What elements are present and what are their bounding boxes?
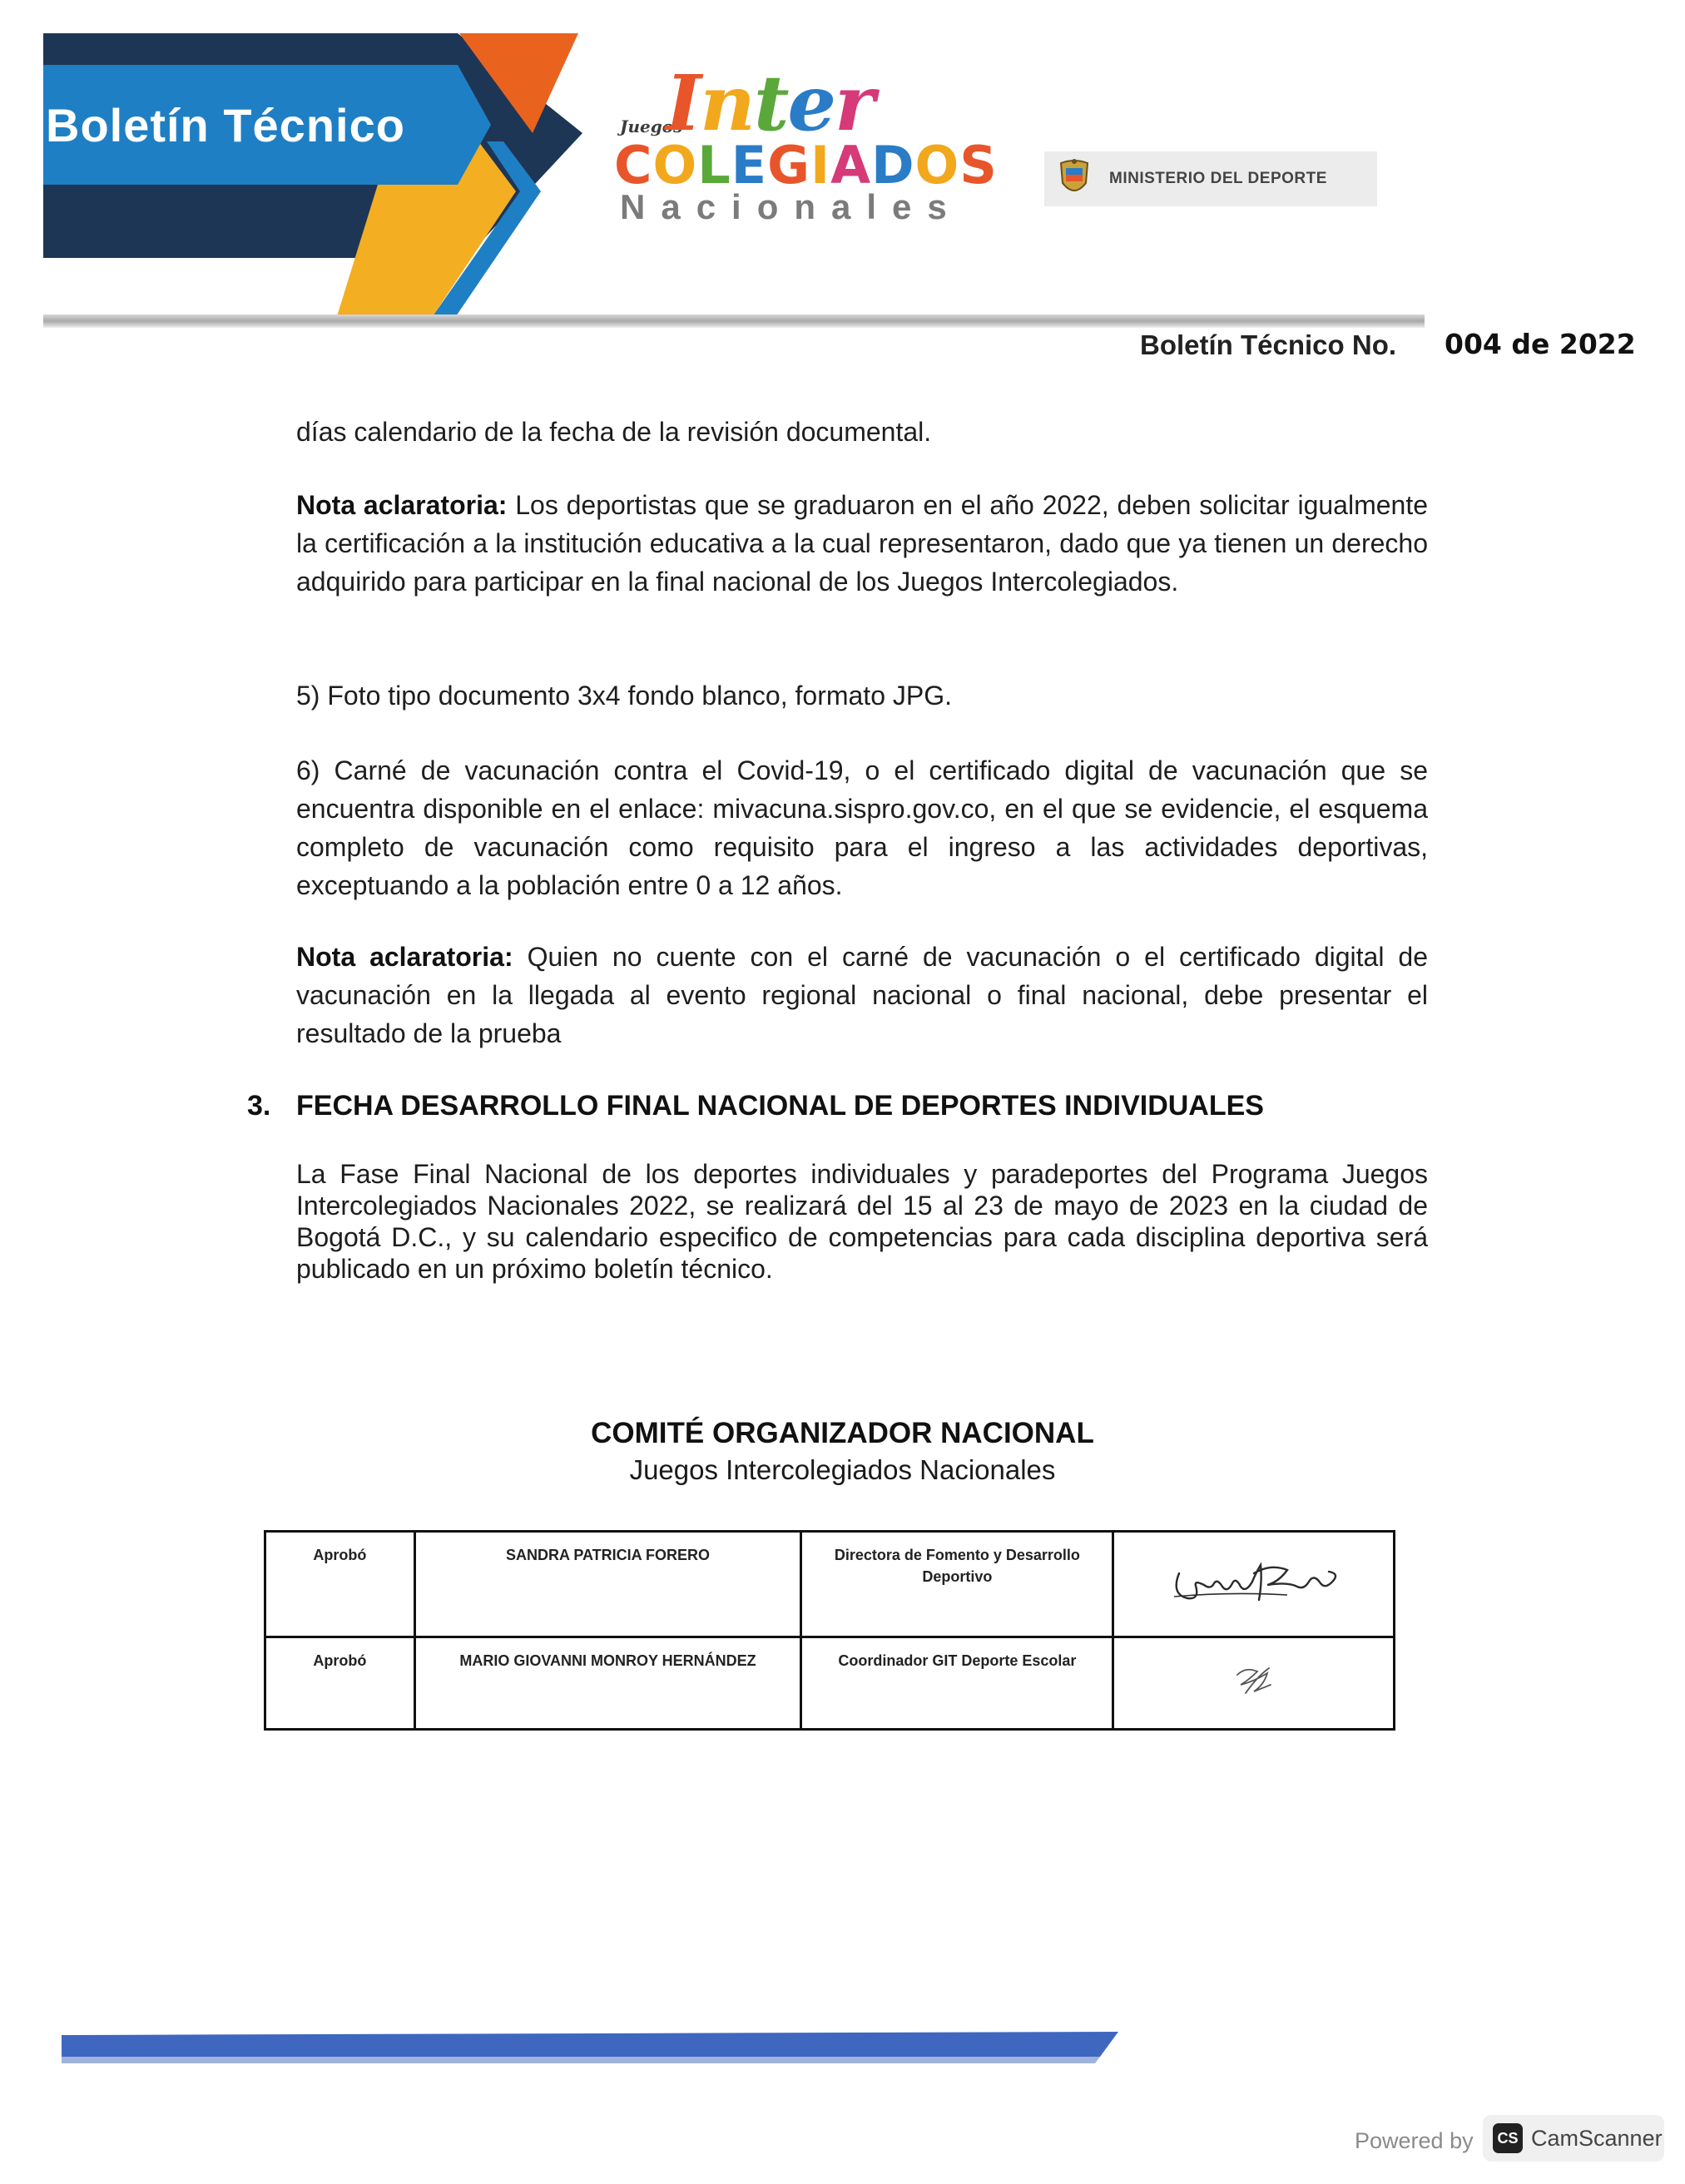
- powered-by-text: Powered by: [1355, 2128, 1474, 2153]
- section-3-text: La Fase Final Nacional de los deportes individuales y paradeportes del Programa Juegos Intercolegiados Nacionales 2022, se realizará del 15 al 23 de mayo de 2023 en la ciudad de Bogotá D.C., y su calendario especifico de competencias para cada disciplina deportiva será publicado en un próximo boletín técnico.: [296, 1159, 1428, 1284]
- ministry-name: MINISTERIO DEL DEPORTE: [1109, 170, 1327, 187]
- logo-letter: I: [810, 135, 831, 196]
- note-label: Nota aclaratoria:: [296, 942, 513, 972]
- logo-letter: e: [787, 58, 835, 148]
- approver-name: SANDRA PATRICIA FORERO: [414, 1532, 801, 1637]
- committee-subtitle: Juegos Intercolegiados Nacionales: [629, 1454, 1056, 1485]
- logo-letter: D: [871, 135, 915, 196]
- note-graduates: [296, 486, 1428, 601]
- logo-letter: n: [700, 58, 754, 148]
- footer-bar: [62, 2032, 1118, 2065]
- section-title: FECHA DESARROLLO FINAL NACIONAL DE DEPORTES INDIVIDUALES: [296, 1090, 1264, 1122]
- handwritten-signature: [1162, 1548, 1346, 1615]
- logo-letter: A: [830, 135, 872, 196]
- approval-role: Aprobó: [265, 1637, 415, 1730]
- signature-cell: [1113, 1532, 1395, 1637]
- logo-letter: I: [666, 58, 701, 148]
- approver-name: MARIO GIOVANNI MONROY HERNÁNDEZ: [414, 1637, 801, 1730]
- section-3-heading: [247, 1090, 1445, 1122]
- section-number: 3.: [247, 1090, 271, 1122]
- table-row: [265, 1637, 1395, 1730]
- paragraph-revision: días calendario de la fecha de la revisión documental.: [296, 417, 932, 447]
- logo-letter: L: [697, 135, 731, 196]
- logo-letter: O: [652, 135, 698, 196]
- camscanner-icon: CS: [1493, 2123, 1523, 2153]
- approval-table: [264, 1530, 1395, 1731]
- header-divider: [43, 314, 1425, 328]
- logo-letter: C: [614, 135, 653, 196]
- item-photo: 5) Foto tipo documento 3x4 fondo blanco, formato JPG.: [296, 681, 952, 711]
- item-vaccination: 6) Carné de vacunación contra el Covid-19, o el certificado digital de vacunación que se encuentra disponible en el enlace: mivacuna.sispro.gov.co, en el que se evidencie, el esquema completo de vacunación como requisito para el ingreso a las actividades deportivas, exceptuando a la población entre 0 a 12 años.: [296, 755, 1428, 900]
- camscanner-brand: CamScanner: [1531, 2125, 1663, 2151]
- logo-juegos-text: Juegos: [620, 116, 683, 136]
- approver-position: Coordinador GIT Deporte Escolar: [801, 1637, 1113, 1730]
- logo-letter: E: [731, 135, 768, 196]
- bulletin-number: 004 de 2022: [1445, 328, 1636, 360]
- committee-title: COMITÉ ORGANIZADOR NACIONAL: [591, 1417, 1094, 1449]
- banner-title: Boletín Técnico: [46, 99, 405, 151]
- logo-letter: r: [834, 58, 874, 148]
- table-row: [265, 1532, 1395, 1637]
- logo-letter: t: [753, 58, 788, 148]
- note-label: Nota aclaratoria:: [296, 490, 508, 520]
- note-vaccination: [296, 938, 1428, 1052]
- bulletin-label: Boletín Técnico No.: [1140, 329, 1397, 360]
- approval-role: Aprobó: [265, 1532, 415, 1637]
- logo-letter: O: [914, 135, 960, 196]
- logo-inter-text: [666, 58, 874, 148]
- coat-of-arms-icon: [1056, 158, 1093, 200]
- approver-position: Directora de Fomento y Desarrollo Deportivo: [801, 1532, 1113, 1637]
- note-text: Quien no cuente con el carné de vacunación o el certificado digital de vacunación en la llegada al evento regional nacional o final nacional, debe presentar el resultado de la prueba: [296, 942, 1429, 1048]
- logo-colegiados-text: [614, 135, 998, 196]
- signature-cell: [1113, 1637, 1395, 1730]
- ministry-logo: [1044, 151, 1377, 206]
- logo-letter: G: [767, 135, 810, 196]
- handwritten-initials: [1221, 1660, 1287, 1701]
- logo-nacionales-text: Nacionales: [620, 187, 963, 226]
- note-text: Los deportistas que se graduaron en el año 2022, deben solicitar igualmente la certificación a la institución educativa a la cual representaron, dado que ya tienen un derecho adquirido para participar en la final nacional de los Juegos Intercolegiados.: [296, 490, 1429, 597]
- camscanner-badge: [1483, 2115, 1664, 2162]
- logo-letter: S: [959, 135, 998, 196]
